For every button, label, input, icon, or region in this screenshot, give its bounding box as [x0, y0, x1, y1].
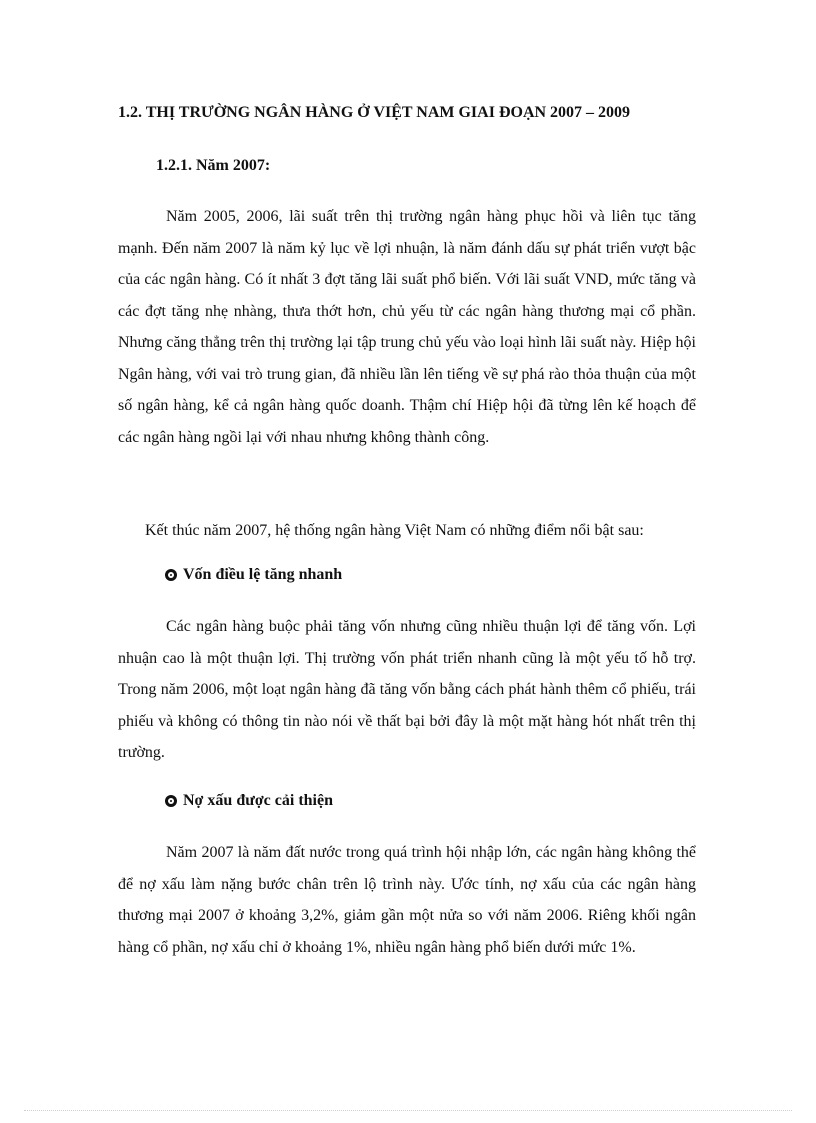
section-heading: 1.2. THỊ TRƯỜNG NGÂN HÀNG Ở VIỆT NAM GIAI ĐOẠN 2007 – 2009	[118, 104, 631, 121]
circled-dot-bullet-icon	[165, 569, 177, 581]
summary-line: Kết thúc năm 2007, hệ thống ngân hàng Việt Nam có những điểm nổi bật sau:	[145, 522, 644, 539]
page-bottom-divider	[24, 1110, 792, 1111]
bullet-bad-debt	[165, 792, 333, 810]
circled-dot-bullet-icon	[165, 795, 177, 807]
paragraph-interest-rates: Năm 2005, 2006, lãi suất trên thị trường ngân hàng phục hồi và liên tục tăng mạnh. Đến năm 2007 là năm kỷ lục về lợi nhuận, là năm đánh dấu sự phát triển vượt bậc của các ngân hàng. Có ít nhất 3 đợt tăng lãi suất phổ biến. Với lãi suất VND, mức tăng và các đợt tăng nhẹ nhàng, thưa thớt hơn, chủ yếu từ các ngân hàng thương mại cổ phần. Nhưng căng thẳng trên thị trường lại tập trung chủ yếu vào loại hình lãi suất này. Hiệp hội Ngân hàng, với vai trò trung gian, đã nhiều lần lên tiếng về sự phá rào thỏa thuận của một số ngân hàng, kể cả ngân hàng quốc doanh. Thậm chí Hiệp hội đã từng lên kế hoạch để các ngân hàng ngồi lại với nhau nhưng không thành công.	[118, 208, 696, 446]
paragraph-bad-debt: Năm 2007 là năm đất nước trong quá trình hội nhập lớn, các ngân hàng không thể để nợ xấu làm nặng bước chân trên lộ trình này. Ước tính, nợ xấu của các ngân hàng thương mại 2007 ở khoảng 3,2%, giảm gần một nửa so với năm 2006. Riêng khối ngân hàng cổ phần, nợ xấu chỉ ở khoảng 1%, nhiều ngân hàng phổ biến dưới mức 1%.	[118, 844, 696, 956]
paragraph-capital: Các ngân hàng buộc phải tăng vốn nhưng cũng nhiều thuận lợi để tăng vốn. Lợi nhuận cao là một thuận lợi. Thị trường vốn phát triển nhanh cũng là một yếu tố hỗ trợ. Trong năm 2006, một loạt ngân hàng đã tăng vốn bằng cách phát hành thêm cổ phiếu, trái phiếu và không có thông tin nào nói về thất bại bởi đây là một mặt hàng hót nhất trên thị trường.	[118, 618, 696, 761]
bullet-label: Vốn điều lệ tăng nhanh	[183, 566, 343, 583]
subsection-heading: 1.2.1. Năm 2007:	[156, 157, 271, 174]
bullet-label: Nợ xấu được cải thiện	[183, 792, 333, 809]
bullet-capital-growth	[165, 566, 342, 584]
